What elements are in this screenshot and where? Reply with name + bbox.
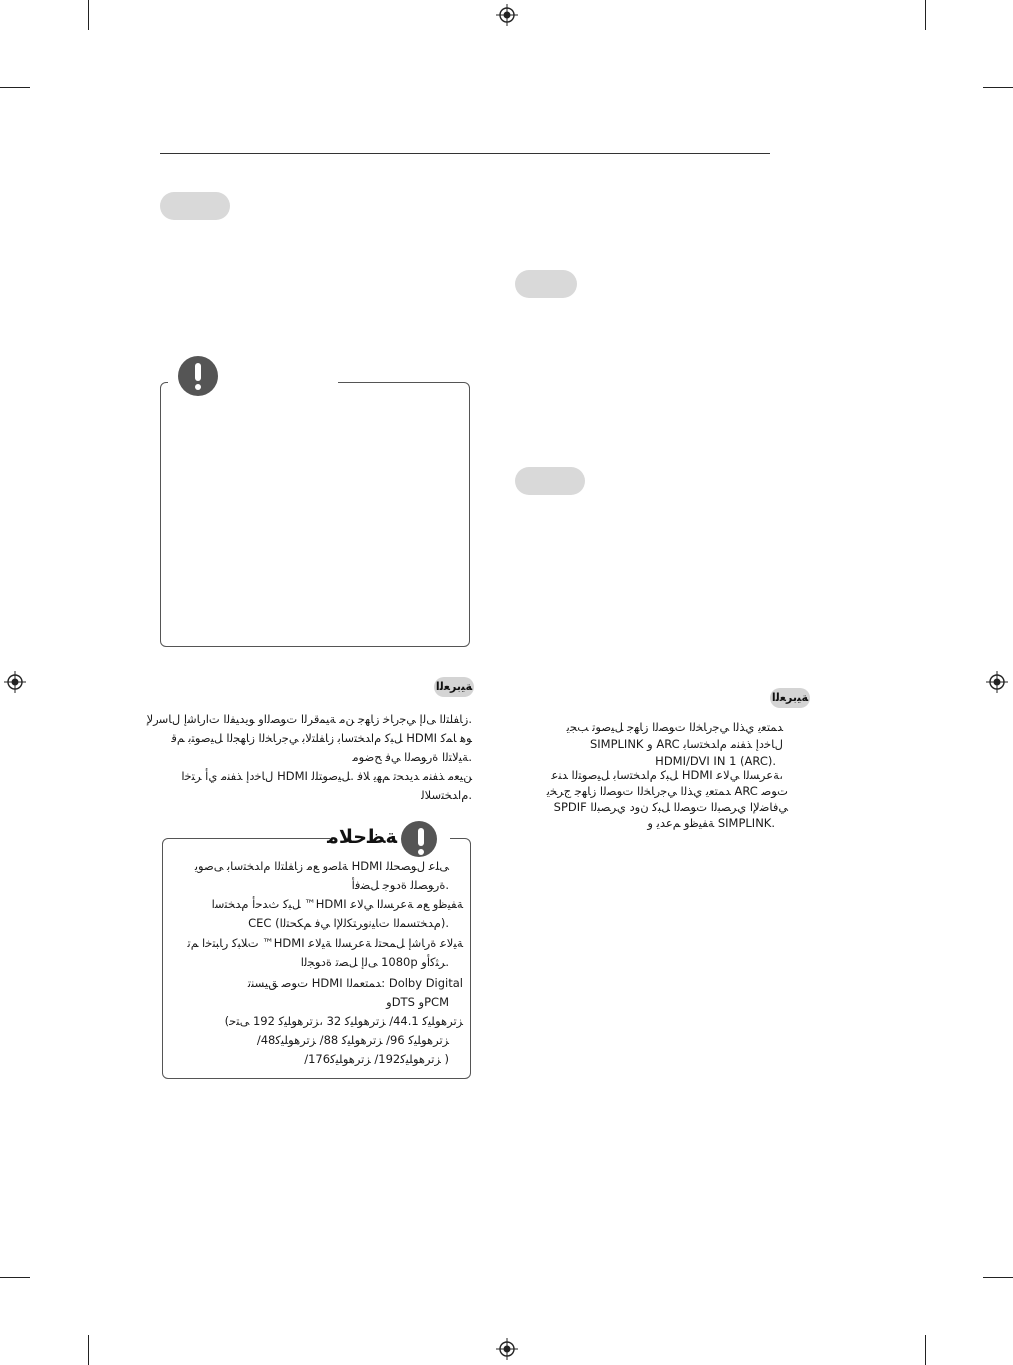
registration-mark-icon xyxy=(496,1338,518,1360)
crop-mark xyxy=(0,87,30,88)
note-line: ﻝﺎﺧﺩﺇ ﺬﻔﻨﻣ ﻡﺍﺪﺨﺘﺳﺎﺑ ARC ﻭ SIMPLINK xyxy=(589,737,783,751)
caution-line: PCMﻭ DTSﻭ xyxy=(386,995,449,1009)
note-line: ﻦﻴﻌﻣ ﺬﻔﻨﻣ ﺪﻳﺪﺤﺗ ﻢﻬﻳ ﻼﻓ .ﻞﻴﺻﻮﺘﻠﻟ HDMI ﻝﺎﺧﺩﺇ ﺬﻔﻨﻣ ﻱﺃ ﺮﺘﺧﺍ xyxy=(181,769,472,783)
note-line: ﺪﻤﺘﻌﻳ ﻱﺬﻟﺍ ﻲﺟﺭﺎﺨﻟﺍ ﺕﻮﺼﻟﺍ ﺯﺎﻬﺟ ﻞﻴﺻﻮﺗ ﺐﺠﻳ xyxy=(566,720,783,734)
caution-line: .(ﻡﺪﺨﺘﺴﻤﻟﺍ ﺕﺎﻴﻧﻭﺮﺘﻜﻟﻹﺍ ﻲﻓ ﻢﻜﺤﺘﻟﺍ) CEC xyxy=(248,916,449,930)
crop-mark xyxy=(925,0,926,30)
caution-line: .ﺓﺭﻮﺼﻠﻟ ﺓﺩﻮﺟ ﻞﻀﻓﺃ xyxy=(351,878,449,892)
caution-box-empty xyxy=(160,382,470,647)
registration-mark-icon xyxy=(4,671,26,693)
caution-line: ﺰﺗﺮﻫﻮﻠﻴﻛ 44.1/ ﺰﺗﺮﻫﻮﻠﻴﻛ 32 ،ﺰﺗﺮﻫﻮﻠﻴﻛ 192 ﻰﺘﺣ) xyxy=(224,1014,463,1028)
crop-mark xyxy=(88,0,89,30)
section-tab xyxy=(515,270,577,298)
language-tag: ﺔﻴﺑﺮﻌﻟﺍ xyxy=(770,688,810,708)
warning-icon xyxy=(178,356,218,396)
caution-line: .ﺮﺜﻛﺃﻭ 1080p ﻰﻟﺇ ﻞﺼﺗ ﺓﺩﻮﺠﻟﺍ xyxy=(300,955,449,969)
crop-mark xyxy=(983,87,1013,88)
caution-line: ﺔﻴﻟﺎﻋ ﺓﺭﺎﺷﺇ ﻞﻤﺤﺘﻟ ﺔﻋﺮﺴﻟﺍ ﺔﻴﻟﺎﻋ HDMI™ ﺕﻼﺒﻛ ﺭﺎﺒﺘﺧﺍ ﻢﺗ xyxy=(187,936,463,950)
warning-icon xyxy=(401,821,437,857)
section-tab xyxy=(160,192,230,220)
note-line: ﺕﻮﺻ ARC ﺪﻤﺘﻌﻳ ﻱﺬﻟﺍ ﻲﺟﺭﺎﺨﻟﺍ ﺕﻮﺼﻟﺍ ﺯﺎﻬﺟ ﺝﺮﺨﻳ xyxy=(546,784,788,798)
header-rule xyxy=(160,153,770,154)
note-line: .SIMPLINK ﺔﻔﻴﻇﻭ ﻢﻋﺪﻳ ﻭ xyxy=(647,816,775,830)
note-line: .ﺔﻴﻟﺎﺘﻟﺍ ﺓﺭﻮﺼﻟﺍ ﻲﻓ ﺢﺿﻮﻣ xyxy=(352,750,472,764)
caution-line: ( ﺰﺗﺮﻫﻮﻠﻴﻛ192/ ﺰﺗﺮﻫﻮﻠﻴﻛ176/ xyxy=(304,1052,449,1066)
crop-mark xyxy=(88,1335,89,1365)
caution-line: ﺔﻔﻴﻇﻭ ﻊﻣ ﺔﻋﺮﺴﻟﺍ ﻲﻟﺎﻋ HDMI™ ﻞﺒﻛ ﺙﺪﺣﺃ ﻡﺪﺨﺘﺳﺍ xyxy=(211,897,463,911)
registration-mark-icon xyxy=(986,671,1008,693)
note-line: .HDMI/DVI IN 1 (ARC) xyxy=(655,754,776,768)
crop-mark xyxy=(983,1277,1013,1278)
crop-mark xyxy=(925,1335,926,1365)
note-line: .ﻡﺍﺪﺨﺘﺳﻼﻟ xyxy=(421,788,472,802)
registration-mark-icon xyxy=(496,4,518,26)
caution-title: ﺔﻈﺣﻼﻣ xyxy=(327,826,397,848)
caution-line: ﻰﻠﻋ ﻝﻮﺼﺤﻠﻟ HDMI ﺔﻠﺻﻭ ﻊﻣ ﺯﺎﻔﻠﺘﻟﺍ ﻡﺍﺪﺨﺘﺳﺎﺑ ﻰﺻﻮﻳ xyxy=(194,859,449,873)
note-line: ،ﺔﻋﺮﺴﻟﺍ ﻲﻟﺎﻋ HDMI ﻞﺒﻛ ﻡﺍﺪﺨﺘﺳﺎﺑ ﻞﻴﺻﻮﺘﻟﺍ ﺪﻨﻋ xyxy=(551,768,783,782)
crop-mark xyxy=(0,1277,30,1278)
language-tag: ﺔﻴﺑﺮﻌﻟﺍ xyxy=(434,677,474,697)
caution-line: ﺰﺗﺮﻫﻮﻠﻴﻛ 96/ ﺰﺗﺮﻫﻮﻠﻴﻛ 88/ ﺰﺗﺮﻫﻮﻠﻴﻛ48/ xyxy=(256,1033,449,1047)
note-line: .ﺯﺎﻔﻠﺘﻟﺍ ﻰﻟﺇ ﻲﺟﺭﺎﺧ ﺯﺎﻬﺟ ﻦﻣ ﺔﻴﻤﻗﺮﻟﺍ ﺕﻮﺼﻟﺍﻭ ﻮﻳﺪﻴﻔﻟﺍ ﺕﺍﺭﺎﺷﺇ ﻝﺎﺳﺭﻹ xyxy=(146,712,472,726)
note-line: ﻮﻫ ﺎﻤﻛ HDMI ﻞﺒﻛ ﻡﺍﺪﺨﺘﺳﺎﺑ ﺯﺎﻔﻠﺘﻟﺎﺑ ﻲﺟﺭﺎﺨﻟﺍ ﺯﺎﻬﺠﻟﺍ ﻞﻴﺻﻮﺘﺑ ﻢﻗ xyxy=(171,731,472,745)
section-tab xyxy=(515,467,585,495)
caution-line: Dolby Digital :ﺪﻤﺘﻌﻤﻟﺍ HDMI ﺕﻮﺻ ﻖﻴﺴﻨﺗ xyxy=(247,976,463,990)
note-line: ﻲﻓﺎﺿﻹﺍ ﻱﺮﺼﺒﻟﺍ ﺕﻮﺼﻟﺍ ﻞﺒﻛ ﻥﻭﺩ ﻱﺮﺼﺒﻟﺍ SPDIF xyxy=(553,800,788,814)
